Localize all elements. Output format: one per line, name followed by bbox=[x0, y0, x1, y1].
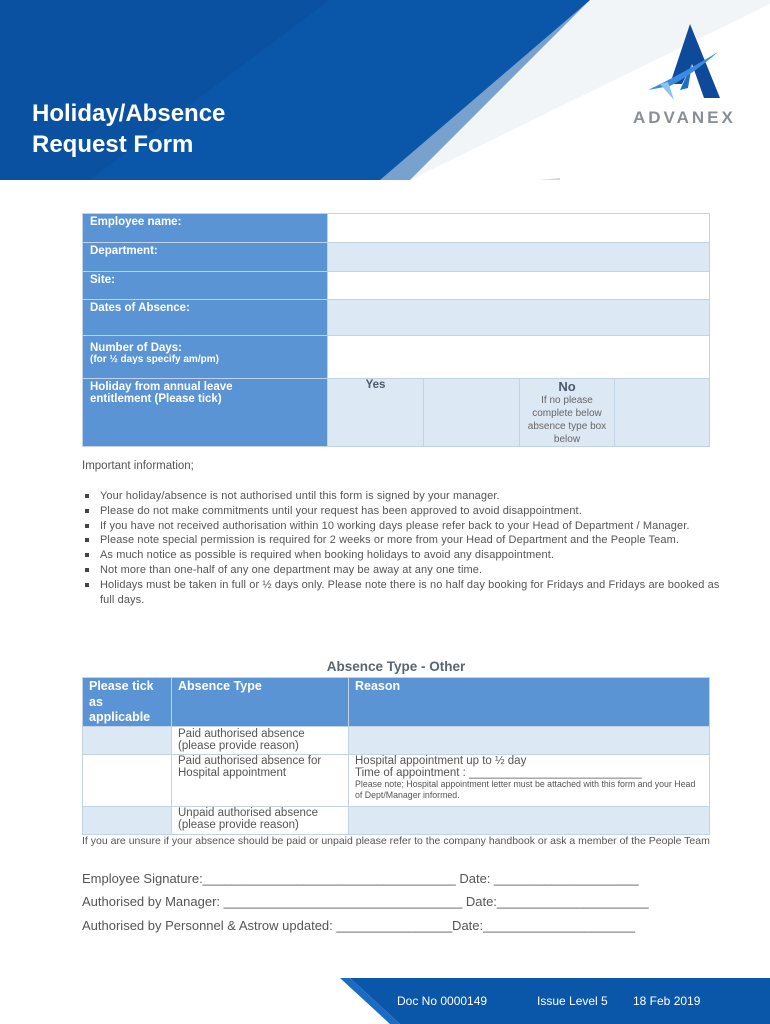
list-item: Your holiday/absence is not authorised until this form is signed by your manager. bbox=[100, 489, 730, 504]
site-label: Site: bbox=[83, 272, 328, 300]
row1-reason-field[interactable] bbox=[349, 726, 710, 754]
col-type-header: Absence Type bbox=[172, 678, 349, 727]
employee-name-field[interactable] bbox=[328, 214, 710, 243]
issue-level: Issue Level 5 bbox=[537, 994, 608, 1008]
important-heading: Important information; bbox=[82, 460, 194, 472]
row1-tick-box[interactable] bbox=[83, 726, 172, 754]
list-item: Holidays must be taken in full or ½ days only. Please note there is no half day booking for Fridays and Fridays are booked as full days. bbox=[100, 578, 730, 608]
dates-label: Dates of Absence: bbox=[83, 300, 328, 336]
no-label: No If no please complete below absence type box below bbox=[520, 379, 615, 447]
list-item: If you have not received authorisation within 10 working days please refer back to your Head of Department / Manager. bbox=[100, 519, 730, 534]
absence-type-title: Absence Type - Other bbox=[326, 659, 466, 674]
issue-date: 18 Feb 2019 bbox=[633, 994, 701, 1008]
personnel-signature-line[interactable]: Authorised by Personnel & Astrow updated: ________________Date:_____________________ bbox=[82, 918, 635, 933]
row3-reason-field[interactable] bbox=[349, 806, 710, 834]
list-item: As much notice as possible is required when booking holidays to avoid any disappointment. bbox=[100, 548, 730, 563]
employee-details-table bbox=[82, 213, 710, 447]
unsure-note: If you are unsure if your absence should be paid or unpaid please refer to the company handbook or ask a member of the People Team bbox=[82, 835, 710, 847]
row3-tick-box[interactable] bbox=[83, 806, 172, 834]
row2-tick-box[interactable] bbox=[83, 754, 172, 806]
doc-number: Doc No 0000149 bbox=[397, 994, 488, 1008]
col-tick-header: Please tick as applicable bbox=[83, 678, 172, 727]
yes-tick-box[interactable] bbox=[424, 379, 520, 447]
row2-type: Paid authorised absence for Hospital appointment bbox=[172, 754, 349, 806]
department-label: Department: bbox=[83, 243, 328, 272]
logo-wordmark: ADVANEX bbox=[633, 108, 736, 127]
list-item: Please do not make commitments until your request has been approved to avoid disappointment. bbox=[100, 504, 730, 519]
department-field[interactable] bbox=[328, 243, 710, 272]
yes-label: Yes bbox=[328, 379, 424, 447]
col-reason-header: Reason bbox=[349, 678, 710, 727]
list-item: Not more than one-half of any one department may be away at any one time. bbox=[100, 563, 730, 578]
holiday-label: Holiday from annual leave entitlement (Please tick) bbox=[83, 379, 328, 447]
days-field[interactable] bbox=[328, 336, 710, 379]
no-tick-box[interactable] bbox=[615, 379, 710, 447]
row1-type: Paid authorised absence (please provide reason) bbox=[172, 726, 349, 754]
dates-field[interactable] bbox=[328, 300, 710, 336]
list-item: Please note special permission is required for 2 weeks or more from your Head of Department and the People Team. bbox=[100, 533, 730, 548]
employee-name-label: Employee name: bbox=[83, 214, 328, 243]
absence-type-table bbox=[82, 677, 710, 835]
row2-reason: Hospital appointment up to ½ day Time of appointment : ___________________________ Please note; Hospital appointment letter must be attached with this form and your Head of Dept/Manager informed. bbox=[349, 754, 710, 806]
manager-signature-line[interactable]: Authorised by Manager: _________________________________ Date:_____________________ bbox=[82, 894, 649, 909]
employee-signature-line[interactable]: Employee Signature:___________________________________ Date: ____________________ bbox=[82, 871, 639, 886]
row3-type: Unpaid authorised absence (please provide reason) bbox=[172, 806, 349, 834]
important-list bbox=[82, 489, 730, 607]
page-title: Holiday/Absence Request Form bbox=[32, 100, 226, 158]
site-field[interactable] bbox=[328, 272, 710, 300]
days-label: Number of Days: (for ½ days specify am/pm) bbox=[83, 336, 328, 379]
